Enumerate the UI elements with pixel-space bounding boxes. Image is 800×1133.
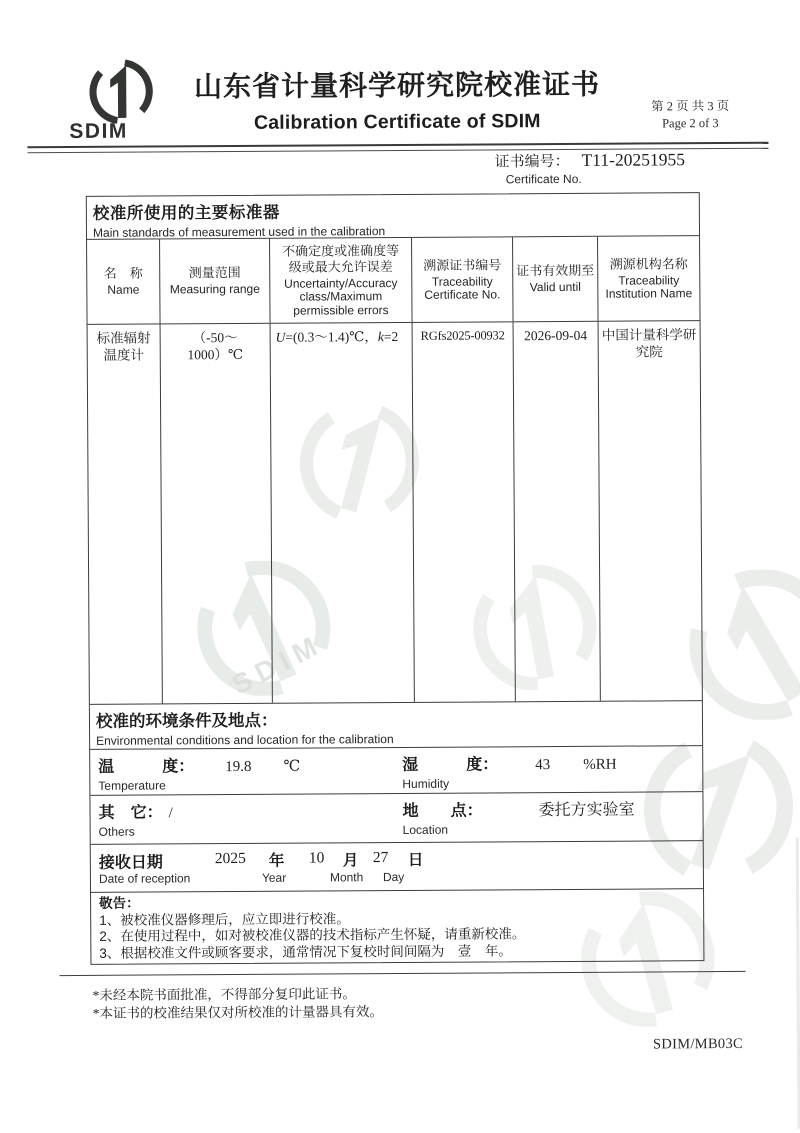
standards-section-title	[87, 193, 699, 239]
cell-valid-until: 2026-09-04	[513, 322, 600, 702]
temperature-unit: ℃	[283, 758, 301, 775]
col-en: Valid until	[529, 280, 581, 295]
page-number	[633, 98, 747, 133]
others-value: /	[168, 805, 173, 822]
col-en: Measuring range	[169, 282, 260, 297]
footnotes	[93, 985, 383, 1023]
sdim-logo	[69, 59, 180, 150]
humidity-value: 43	[535, 757, 551, 774]
page-number-zh: 第 2 页 共 3 页	[651, 98, 730, 114]
uncertainty-value: =(0.3～1.4)℃，	[285, 329, 378, 345]
document-title-block	[165, 63, 629, 136]
location-label-zh: 地 点：	[402, 802, 483, 820]
coverage-factor-value: =2	[383, 329, 399, 345]
others-label-en: Others	[98, 824, 135, 839]
column-header-valid-until	[512, 237, 598, 322]
location-value: 委托方实验室	[538, 801, 635, 820]
col-zh: 名 称	[103, 265, 143, 282]
cell-range	[160, 324, 272, 704]
month-label-en: Month	[329, 870, 364, 885]
column-header-trace-cert	[411, 237, 513, 322]
range-line1: （-50～	[192, 329, 238, 346]
location-field	[396, 792, 702, 842]
reception-label-en: Date of reception	[98, 871, 191, 886]
standards-title-zh: 校准所使用的主要标准器	[92, 203, 280, 223]
col-zh: 测量范围	[188, 265, 241, 281]
humidity-label-en: Humidity	[402, 776, 450, 791]
reception-label-zh: 接收日期	[98, 854, 163, 872]
temperature-label-en: Temperature	[98, 778, 166, 793]
certificate-number-value: T11-20251955	[581, 149, 686, 170]
col-en: Name	[107, 282, 140, 298]
notice-title: 敬告：	[99, 895, 140, 911]
col-en: Traceability Institution Name	[605, 272, 693, 301]
notice-item: 1、被校准仪器修理后，应立即进行校准。	[99, 910, 350, 928]
standards-title-en: Main standards of measurement used in the calibration	[92, 224, 386, 240]
humidity-label-zh: 湿 度：	[402, 756, 499, 774]
col-zh: 溯源证书编号	[423, 256, 502, 273]
col-zh: 证书有效期至	[516, 263, 595, 279]
title-english: Calibration Certificate of SDIM	[253, 110, 541, 134]
year-unit: 年	[268, 852, 285, 870]
temperature-value: 19.8	[225, 758, 252, 776]
sdim-watermark-icon	[688, 569, 800, 720]
col-en: Traceability Certificate No.	[424, 273, 501, 302]
others-location-row	[90, 791, 702, 844]
reception-date-row	[91, 840, 703, 892]
temperature-humidity-row	[90, 745, 702, 795]
month-unit: 月	[342, 852, 359, 870]
cell-trace-cert-no: RGfs2025-00932	[412, 322, 515, 702]
others-field	[90, 794, 396, 844]
column-header-uncertainty	[269, 238, 412, 323]
column-header-name	[87, 239, 160, 323]
location-label-en: Location	[402, 822, 449, 837]
environment-title-zh: 校准的环境条件及地点：	[95, 711, 278, 731]
footnote: *本证书的校准结果仅对所校准的计量器具有效。	[92, 1004, 384, 1021]
certificate-number-label-en: Certificate No.	[505, 171, 582, 187]
humidity-field	[396, 746, 702, 793]
reception-month: 10	[308, 849, 325, 867]
range-line2: 1000）℃	[187, 346, 244, 363]
coverage-factor-symbol: k	[377, 329, 384, 345]
standards-table	[86, 192, 705, 965]
col-en: Uncertainty/Accuracy class/Maximum permissible errors	[284, 275, 398, 318]
notice-section	[91, 888, 703, 964]
col-zh: 不确定度或准确度等级或最大允许误差	[282, 242, 400, 275]
reception-year: 2025	[214, 849, 246, 868]
cell-uncertainty	[270, 323, 414, 703]
logo-text: SDIM	[69, 119, 128, 144]
others-label-zh: 其 它：	[98, 804, 163, 822]
page-number-en: Page 2 of 3	[661, 116, 719, 131]
day-label-en: Day	[382, 869, 405, 885]
certificate-number	[494, 149, 685, 186]
column-header-institution	[597, 236, 700, 321]
sdim-emblem-icon	[89, 59, 153, 123]
environment-title-en: Environmental conditions and location for the calibration	[96, 732, 394, 748]
form-code: SDIM/MB03C	[652, 1035, 744, 1053]
certificate-number-label-zh: 证书编号：	[494, 153, 570, 171]
year-label-en: Year	[261, 870, 287, 885]
sdim-watermark-text: SDIM	[226, 628, 329, 701]
col-zh: 溯源机构名称	[609, 255, 688, 272]
uncertainty-symbol: U	[275, 329, 286, 345]
environment-section-title	[90, 700, 702, 749]
standards-column-headers	[87, 235, 700, 324]
temperature-label-zh: 温 度：	[98, 758, 195, 776]
humidity-unit: %RH	[583, 756, 617, 773]
scan-edge-artifact	[796, 838, 800, 1129]
notice-item: 2、在使用过程中，如对被校准仪器的技术指标产生怀疑，请重新校准。	[99, 926, 526, 944]
footnote: *未经本院书面批准，不得部分复印此证书。	[92, 986, 356, 1003]
standards-data-row	[88, 320, 702, 704]
reception-day: 27	[372, 849, 389, 867]
title-chinese: 山东省计量科学研究院校准证书	[194, 69, 601, 104]
notice-item: 3、根据校准文件或顾客要求，通常情况下复校时间间隔为 壹 年。	[99, 942, 512, 961]
temperature-field	[90, 748, 396, 795]
day-unit: 日	[407, 851, 424, 869]
cell-name: 标准辐射温度计	[96, 330, 151, 363]
cell-institution: 中国计量科学研究院	[598, 321, 702, 701]
column-header-range	[159, 239, 270, 324]
